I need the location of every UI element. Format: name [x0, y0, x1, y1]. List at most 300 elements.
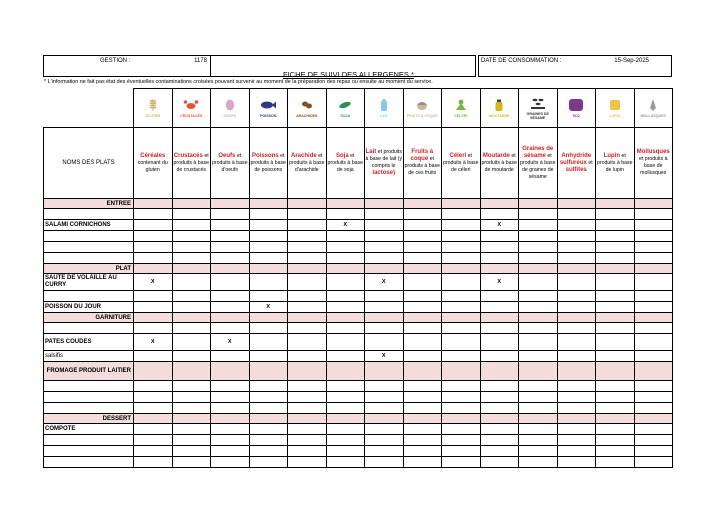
section-cell	[326, 264, 365, 274]
allergen-cell	[403, 446, 442, 457]
allergen-cell	[134, 424, 173, 435]
allergen-cell	[326, 403, 365, 414]
allergen-cell	[519, 253, 558, 264]
allergen-cell	[211, 274, 250, 291]
allergen-name-cell	[211, 128, 250, 199]
dish-name-cell	[44, 220, 134, 231]
allergen-cell	[288, 209, 327, 220]
allergen-cell	[442, 403, 481, 414]
allergen-cell	[326, 253, 365, 264]
allergen-table	[43, 88, 673, 468]
allergen-cell	[134, 231, 173, 242]
allergen-cell	[326, 381, 365, 392]
dish-name: POISSON DU JOUR	[45, 303, 102, 310]
section-cell	[442, 199, 481, 209]
allergen-name-cell	[288, 128, 327, 199]
table-row	[44, 435, 673, 446]
allergen-description: et produits à base de soja	[327, 152, 363, 173]
section-name-label: GARNITURE	[95, 314, 131, 321]
allergen-cell	[134, 302, 173, 313]
allergen-cell	[134, 220, 173, 231]
allergen-name: Céréales	[140, 152, 166, 159]
dish-name: SALAMI CORNICHONS	[45, 221, 111, 228]
section-cell	[596, 313, 635, 323]
section-cell	[480, 199, 519, 209]
allergen-cell	[211, 392, 250, 403]
allergen-cell	[634, 351, 673, 362]
allergen-mark	[480, 220, 519, 231]
section-name	[44, 199, 134, 209]
allergen-cell	[519, 231, 558, 242]
allergen-cell	[365, 323, 404, 334]
section-row	[44, 362, 673, 381]
allergen-cell	[211, 209, 250, 220]
allergen-cell	[519, 381, 558, 392]
allergen-cell	[172, 457, 211, 468]
allergen-cell	[442, 323, 481, 334]
table-row	[44, 334, 673, 351]
section-cell	[596, 264, 635, 274]
allergen-icon-label: SOJA	[340, 114, 351, 118]
table-row	[44, 446, 673, 457]
section-cell	[403, 199, 442, 209]
allergen-name-cell	[134, 128, 173, 199]
allergen-description: contenant du gluten	[137, 159, 168, 173]
section-cell	[326, 414, 365, 424]
allergen-mark-x: X	[497, 279, 502, 285]
allergen-cell	[326, 242, 365, 253]
section-cell	[519, 264, 558, 274]
allergen-cell	[557, 457, 596, 468]
mustard-icon	[491, 98, 507, 112]
celery-icon	[453, 98, 469, 112]
so2-icon	[568, 98, 584, 112]
allergen-cell	[634, 457, 673, 468]
allergen-cell	[634, 291, 673, 302]
allergen-cell	[365, 381, 404, 392]
allergen-cell	[326, 392, 365, 403]
allergen-cell	[172, 220, 211, 231]
allergen-icon-cell	[480, 89, 519, 128]
section-cell	[403, 414, 442, 424]
allergen-cell	[172, 242, 211, 253]
section-cell	[557, 313, 596, 323]
allergen-cell	[596, 253, 635, 264]
allergen-cell	[480, 334, 519, 351]
allergen-cell	[480, 381, 519, 392]
allergen-cell	[634, 274, 673, 291]
allergen-cell	[288, 435, 327, 446]
table-row	[44, 403, 673, 414]
allergen-cell	[442, 231, 481, 242]
allergen-name-cell	[519, 128, 558, 199]
allergen-cell	[519, 220, 558, 231]
allergen-cell	[403, 291, 442, 302]
section-cell	[403, 264, 442, 274]
allergen-cell	[480, 403, 519, 414]
allergen-cell	[172, 231, 211, 242]
allergen-cell	[480, 446, 519, 457]
section-cell	[288, 362, 327, 381]
section-cell	[288, 313, 327, 323]
dish-names-header	[44, 128, 134, 199]
allergen-cell	[403, 457, 442, 468]
gestion-box	[43, 55, 211, 77]
section-cell	[365, 264, 404, 274]
dish-name-cell	[44, 302, 134, 313]
section-cell	[442, 313, 481, 323]
allergen-name: Lait	[365, 149, 377, 155]
allergen-cell	[326, 424, 365, 435]
allergen-cell	[326, 446, 365, 457]
allergen-cell	[288, 291, 327, 302]
allergen-mark-x: X	[343, 222, 348, 228]
allergen-icon-cell	[211, 89, 250, 128]
allergen-icon-label: MOUTARDE	[489, 114, 510, 118]
section-cell	[596, 414, 635, 424]
allergen-name: Céleri	[449, 152, 467, 159]
soy-icon	[337, 98, 353, 112]
allergen-cell	[211, 291, 250, 302]
allergen-icon-cell	[326, 89, 365, 128]
section-cell	[172, 313, 211, 323]
allergen-cell	[634, 446, 673, 457]
section-cell	[480, 414, 519, 424]
dish-name-cell	[44, 435, 134, 446]
allergen-cell	[249, 253, 288, 264]
allergen-icon-label: OEUFS	[223, 114, 236, 118]
allergen-cell	[288, 403, 327, 414]
allergen-icon-label: LUPIN	[609, 114, 621, 118]
allergen-cell	[288, 351, 327, 362]
section-cell	[403, 313, 442, 323]
section-cell	[480, 362, 519, 381]
allergen-name: Poissons	[252, 152, 279, 159]
allergen-name: Graines de sésame	[522, 145, 554, 159]
allergen-icon-cell	[365, 89, 404, 128]
section-cell	[365, 414, 404, 424]
allergen-cell	[211, 381, 250, 392]
allergen-cell	[403, 323, 442, 334]
section-cell	[557, 362, 596, 381]
allergen-cell	[634, 242, 673, 253]
allergen-cell	[365, 209, 404, 220]
allergen-name: Arachide	[291, 152, 317, 159]
table-row	[44, 274, 673, 291]
allergen-icon-cell	[249, 89, 288, 128]
dish-name: salsifis	[45, 352, 64, 359]
allergen-cell	[557, 446, 596, 457]
allergen-mark-x: X	[266, 304, 271, 310]
allergen-description: et produits à base d'arachide	[289, 152, 325, 173]
allergen-cell	[634, 392, 673, 403]
allergen-cell	[480, 351, 519, 362]
allergen-cell	[442, 242, 481, 253]
section-name-label: PLAT	[115, 265, 131, 272]
allergen-cell	[480, 302, 519, 313]
allergen-cell	[403, 424, 442, 435]
allergen-cell	[134, 381, 173, 392]
allergen-cell	[557, 351, 596, 362]
section-cell	[172, 414, 211, 424]
section-name	[44, 414, 134, 424]
section-cell	[288, 264, 327, 274]
allergen-cell	[211, 220, 250, 231]
section-cell	[172, 264, 211, 274]
allergen-name: Crustacés	[173, 152, 203, 159]
allergen-cell	[134, 242, 173, 253]
dish-name-cell	[44, 253, 134, 264]
dish-name-cell	[44, 231, 134, 242]
allergen-cell	[634, 253, 673, 264]
section-name	[44, 313, 134, 323]
section-cell	[211, 414, 250, 424]
dish-name-cell	[44, 381, 134, 392]
allergen-name: Lupin	[603, 152, 621, 159]
section-cell	[596, 199, 635, 209]
allergen-cell	[596, 220, 635, 231]
dish-name: PATES COUDES	[45, 338, 92, 345]
section-name	[44, 362, 134, 381]
table-row	[44, 291, 673, 302]
allergen-icon-cell	[442, 89, 481, 128]
allergen-cell	[326, 291, 365, 302]
allergen-mark-x: X	[497, 222, 502, 228]
allergen-cell	[442, 253, 481, 264]
allergen-cell	[480, 323, 519, 334]
dish-name-cell	[44, 403, 134, 414]
allergen-cell	[134, 435, 173, 446]
allergen-cell	[288, 253, 327, 264]
table-row	[44, 457, 673, 468]
allergen-mark	[365, 351, 404, 362]
section-name-label: FROMAGE PRODUIT LAITIER	[46, 368, 131, 374]
allergen-cell	[519, 302, 558, 313]
allergen-cell	[403, 209, 442, 220]
allergen-cell	[288, 242, 327, 253]
allergen-cell	[403, 302, 442, 313]
milk-icon	[376, 98, 392, 112]
section-cell	[172, 362, 211, 381]
table-row	[44, 242, 673, 253]
corner-cell	[44, 89, 134, 128]
allergen-cell	[519, 457, 558, 468]
allergen-cell	[403, 381, 442, 392]
allergen-cell	[557, 424, 596, 435]
allergen-icon-cell	[596, 89, 635, 128]
allergen-cell	[249, 274, 288, 291]
allergen-name: Soja	[336, 152, 349, 159]
allergen-cell	[211, 253, 250, 264]
allergen-cell	[634, 424, 673, 435]
disclaimer-note: * L'information ne fait pas état des éventuelles contaminations croisées pouvant survenir au moment de la préparation des repas ou ensuite au moment du service.	[44, 79, 433, 85]
allergen-cell	[365, 457, 404, 468]
allergen-cell	[519, 334, 558, 351]
page-title: FICHE DE SUIVI DES ALLERGENES *	[283, 70, 414, 79]
allergen-cell	[442, 457, 481, 468]
allergen-cell	[442, 381, 481, 392]
allergen-icon-label: CÉLERI	[454, 114, 468, 118]
allergen-cell	[172, 446, 211, 457]
allergen-cell	[326, 351, 365, 362]
peanut-icon	[299, 98, 315, 112]
allergen-mark	[480, 274, 519, 291]
allergen-cell	[634, 334, 673, 351]
allergen-cell	[519, 392, 558, 403]
allergen-cell	[365, 231, 404, 242]
allergen-cell	[288, 446, 327, 457]
allergen-cell	[211, 435, 250, 446]
fish-icon	[260, 98, 276, 112]
allergen-cell	[288, 220, 327, 231]
allergen-cell	[634, 381, 673, 392]
allergen-cell	[172, 209, 211, 220]
allergen-cell	[442, 351, 481, 362]
section-cell	[634, 362, 673, 381]
allergen-cell	[557, 302, 596, 313]
allergen-mark	[365, 274, 404, 291]
allergen-icon-cell	[557, 89, 596, 128]
allergen-cell	[596, 351, 635, 362]
allergen-cell	[442, 424, 481, 435]
allergen-icon-label: MOLLUSQUES	[640, 114, 666, 118]
allergen-name: Mollusques	[636, 149, 670, 155]
section-cell	[365, 313, 404, 323]
allergen-description: et produits à base de mollusques	[638, 156, 668, 176]
allergen-cell	[249, 392, 288, 403]
allergen-cell	[365, 403, 404, 414]
allergen-cell	[519, 291, 558, 302]
dish-name-cell	[44, 291, 134, 302]
allergen-cell	[480, 457, 519, 468]
allergen-mark	[326, 220, 365, 231]
allergen-cell	[211, 351, 250, 362]
allergen-cell	[596, 381, 635, 392]
allergen-cell	[519, 424, 558, 435]
gestion-label: GESTION :	[100, 58, 131, 64]
allergen-name-cell	[326, 128, 365, 199]
allergen-icon-label: POISSON	[260, 114, 277, 118]
section-cell	[519, 313, 558, 323]
table-row	[44, 231, 673, 242]
allergen-cell	[249, 291, 288, 302]
section-cell	[134, 414, 173, 424]
allergen-cell	[365, 242, 404, 253]
allergen-cell	[557, 231, 596, 242]
allergen-cell	[557, 291, 596, 302]
section-row	[44, 414, 673, 424]
allergen-cell	[634, 403, 673, 414]
allergen-cell	[172, 351, 211, 362]
allergen-cell	[249, 381, 288, 392]
allergen-name-cell	[480, 128, 519, 199]
section-cell	[326, 313, 365, 323]
section-cell	[211, 264, 250, 274]
allergen-cell	[211, 457, 250, 468]
gestion-value: 1178	[194, 58, 207, 64]
allergen-cell	[596, 403, 635, 414]
allergen-name-suffix: lactose)	[372, 170, 396, 176]
allergen-cell	[557, 220, 596, 231]
allergen-cell	[134, 446, 173, 457]
allergen-cell	[172, 424, 211, 435]
dish-name-cell	[44, 274, 134, 291]
allergen-cell	[365, 392, 404, 403]
allergen-cell	[557, 392, 596, 403]
dish-name-cell	[44, 351, 134, 362]
section-cell	[211, 362, 250, 381]
section-cell	[634, 313, 673, 323]
allergen-cell	[249, 403, 288, 414]
allergen-cell	[365, 220, 404, 231]
dish-name-cell	[44, 242, 134, 253]
section-cell	[442, 414, 481, 424]
table-row	[44, 381, 673, 392]
allergen-cell	[442, 291, 481, 302]
allergen-name-cell	[442, 128, 481, 199]
allergen-mark-x: X	[381, 279, 386, 285]
allergen-cell	[172, 435, 211, 446]
allergen-cell	[288, 323, 327, 334]
allergen-icon-label: ARACHIDES	[296, 114, 318, 118]
section-row	[44, 199, 673, 209]
section-cell	[134, 313, 173, 323]
allergen-icon-label: FRUITS À COQUE	[406, 114, 438, 118]
allergen-cell	[134, 323, 173, 334]
allergen-cell	[326, 323, 365, 334]
allergen-cell	[634, 302, 673, 313]
allergen-mark	[249, 302, 288, 313]
allergen-cell	[172, 403, 211, 414]
date-box	[478, 55, 672, 77]
allergen-cell	[596, 231, 635, 242]
allergen-description: et produits à base de crustacés	[173, 152, 209, 173]
section-cell	[634, 264, 673, 274]
allergen-cell	[249, 351, 288, 362]
table-row	[44, 392, 673, 403]
icon-row	[44, 89, 673, 128]
allergen-cell	[596, 209, 635, 220]
allergen-cell	[519, 435, 558, 446]
allergen-cell	[557, 403, 596, 414]
nut-icon	[414, 98, 430, 112]
allergen-cell	[403, 392, 442, 403]
dish-name-cell	[44, 457, 134, 468]
section-cell	[134, 362, 173, 381]
allergen-mark	[134, 334, 173, 351]
section-cell	[326, 199, 365, 209]
crab-icon	[183, 98, 199, 112]
section-cell	[634, 199, 673, 209]
allergen-cell	[326, 435, 365, 446]
section-cell	[519, 414, 558, 424]
allergen-cell	[365, 253, 404, 264]
section-cell	[634, 414, 673, 424]
allergen-name-cell	[172, 128, 211, 199]
allergen-cell	[172, 274, 211, 291]
section-name-label: DESSERT	[102, 415, 131, 422]
allergen-icon-cell	[172, 89, 211, 128]
allergen-cell	[403, 242, 442, 253]
allergen-cell	[442, 446, 481, 457]
table-row	[44, 220, 673, 231]
allergen-description: et produits à base de moutarde	[481, 152, 517, 173]
dish-name-cell	[44, 334, 134, 351]
allergen-cell	[326, 274, 365, 291]
allergen-cell	[288, 334, 327, 351]
allergen-cell	[249, 435, 288, 446]
allergen-cell	[172, 253, 211, 264]
